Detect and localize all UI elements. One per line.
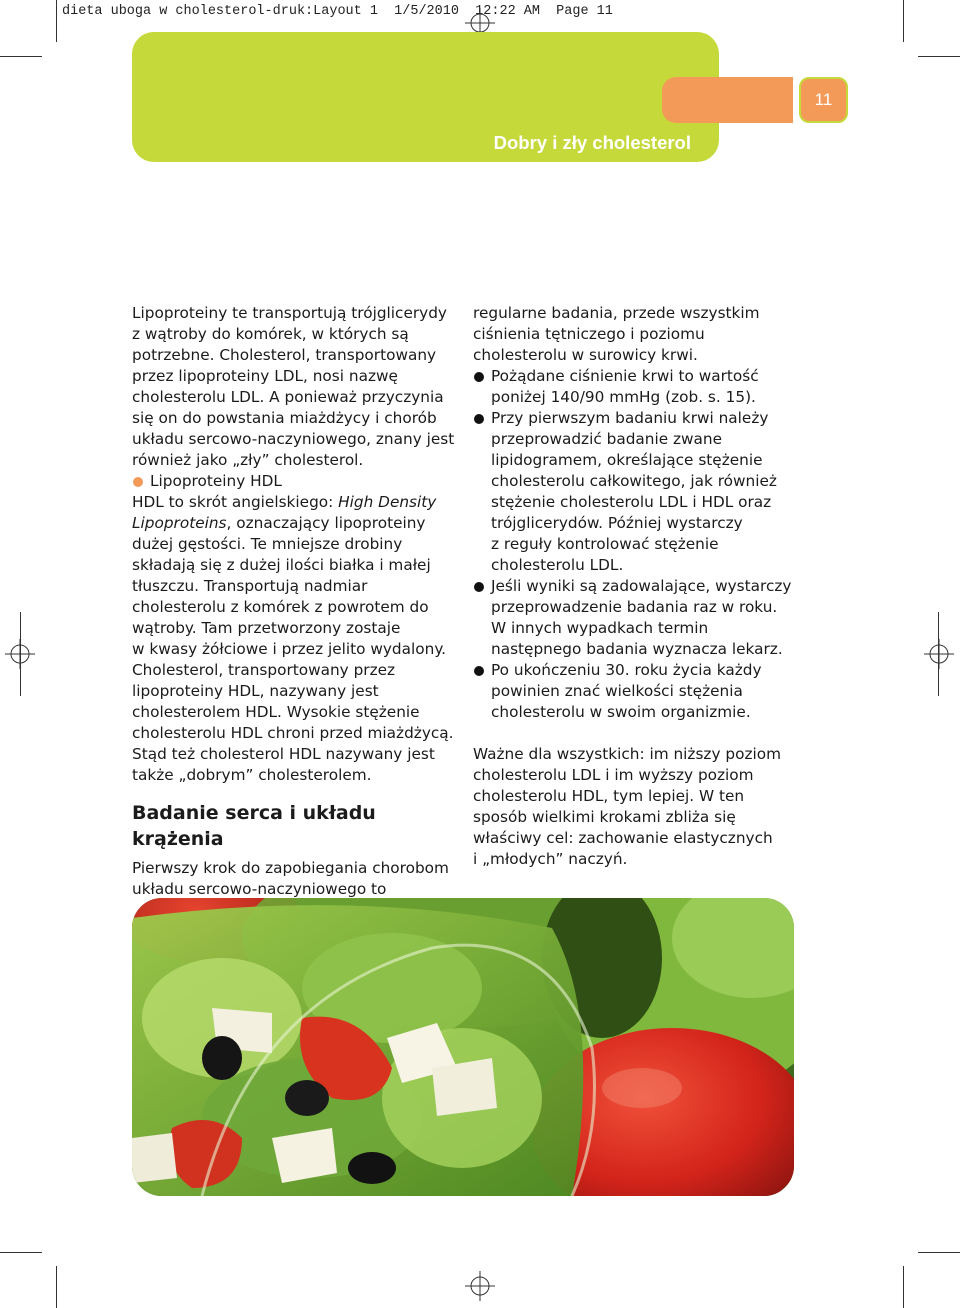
list-item-text: Pożądane ciśnienie krwi to wartość (491, 367, 759, 385)
intro-line: się on do powstania miażdżycy i chorób (132, 409, 437, 427)
bullet-dot-icon (474, 372, 484, 382)
hdl-bullet-label: Lipoproteiny HDL (150, 472, 282, 490)
list-item-cont: stężenie cholesterolu LDL i HDL oraz (491, 493, 772, 511)
salad-photo-illustration (132, 898, 794, 1196)
list-item-cont: lipidogramem, określające stężenie (491, 451, 763, 469)
intro-line: również jako „zły” cholesterol. (132, 451, 364, 469)
hdl-definition (132, 492, 462, 513)
section-line: układu sercowo-naczyniowego to (132, 880, 387, 898)
right-column (473, 303, 803, 870)
crop-mark (903, 0, 904, 42)
intro-line: potrzebne. Cholesterol, transportowany (132, 346, 437, 364)
continuation-line: ciśnienia tętniczego i poziomu (473, 325, 705, 343)
crop-mark (56, 1266, 57, 1308)
closing-line: Ważne dla wszystkich: im niższy poziom (473, 745, 781, 763)
bullet-dot-icon (474, 666, 484, 676)
list-item-cont: przeprowadzenie badania raz w roku. (491, 598, 778, 616)
list-item-cont: cholesterolu LDL. (491, 556, 624, 574)
crop-mark (918, 1252, 960, 1253)
hdl-bullet (132, 471, 462, 492)
hdl-def-term: Lipoproteins (132, 514, 227, 532)
hdl-line: cholesterolu HDL chroni przed miażdżycą. (132, 724, 454, 742)
hdl-def-suffix: , oznaczający lipoproteiny (226, 514, 426, 532)
crop-mark (56, 0, 57, 42)
hdl-line: w kwasy żółciowe i przez jelito wydalony. (132, 640, 447, 658)
hdl-def-term: High Density (338, 493, 437, 511)
continuation-line: regularne badania, przede wszystkim (473, 304, 760, 322)
closing-line: cholesterolu HDL, tym lepiej. W ten (473, 787, 745, 805)
list-item-cont: trójglicerydów. Później wystarczy (491, 514, 743, 532)
registration-mark-icon (924, 639, 954, 669)
list-item-cont: z reguły kontrolować stężenie (491, 535, 719, 553)
hdl-line: tłuszczu. Transportują nadmiar (132, 577, 368, 595)
spacer (473, 723, 803, 744)
section-heading: Badanie serca i układu krążenia (132, 802, 376, 850)
hdl-line: Cholesterol, transportowany przez (132, 661, 396, 679)
intro-line: przez lipoproteiny LDL, nosi nazwę (132, 367, 398, 385)
list-item (473, 366, 803, 387)
intro-line: układu sercowo-naczyniowego, znany jest (132, 430, 455, 448)
hdl-line: cholesterolu z komórek z powrotem do (132, 598, 429, 616)
intro-line: z wątroby do komórek, w których są (132, 325, 409, 343)
bullet-dot-icon (474, 414, 484, 424)
crop-mark (918, 56, 960, 57)
list-item-text: Jeśli wyniki są zadowalające, wystarczy (491, 577, 792, 595)
hdl-def-prefix: HDL to skrót angielskiego: (132, 493, 339, 511)
page-tab (662, 77, 793, 123)
registration-mark-icon (465, 1271, 495, 1301)
hdl-line: dużej gęstości. Te mniejsze drobiny (132, 535, 403, 553)
hdl-line: Stąd też cholesterol HDL nazywany jest (132, 745, 435, 763)
crop-mark (903, 1266, 904, 1308)
hdl-line: cholesterolem HDL. Wysokie stężenie (132, 703, 420, 721)
hdl-line: lipoproteiny HDL, nazywany jest (132, 682, 379, 700)
intro-line: cholesterolu LDL. A ponieważ przyczynia (132, 388, 444, 406)
closing-line: i „młodych” naczyń. (473, 850, 628, 868)
print-slug: dieta uboga w cholesterol-druk:Layout 1 1/5/2010 12:22 AM Page 11 (62, 4, 613, 19)
list-item-cont: cholesterolu w swoim organizmie. (491, 703, 751, 721)
bullet-dot-icon (474, 582, 484, 592)
hdl-line: wątroby. Tam przetworzony zostaje (132, 619, 401, 637)
chapter-banner (132, 32, 719, 162)
crop-mark (0, 56, 42, 57)
hdl-definition-cont (132, 513, 462, 534)
list-item-cont: W innych wypadkach termin (491, 619, 709, 637)
salad-photo (132, 898, 794, 1196)
closing-line: sposób wielkimi krokami zbliża się (473, 808, 736, 826)
crop-mark (0, 1252, 42, 1253)
crop-mark (938, 612, 939, 696)
crop-mark (20, 612, 21, 696)
list-item (473, 576, 803, 597)
list-item-text: Przy pierwszym badaniu krwi należy (491, 409, 769, 427)
list-item (473, 408, 803, 429)
hdl-line: składają się z dużej ilości białka i małej (132, 556, 431, 574)
list-item (473, 660, 803, 681)
left-column (132, 303, 462, 900)
list-item-cont: poniżej 140/90 mmHg (zob. s. 15). (491, 388, 756, 406)
list-item-cont: następnego badania wyznacza lekarz. (491, 640, 783, 658)
list-item-cont: cholesterolu całkowitego, jak również (491, 472, 777, 490)
list-item-cont: przeprowadzić badanie zwane (491, 430, 723, 448)
hdl-line: także „dobrym” cholesterolem. (132, 766, 372, 784)
intro-line: Lipoproteiny te transportują trójglicerydy (132, 304, 447, 322)
closing-line: cholesterolu LDL i im wyższy poziom (473, 766, 754, 784)
list-item-text: Po ukończeniu 30. roku życia każdy (491, 661, 762, 679)
closing-line: właściwy cel: zachowanie elastycznych (473, 829, 773, 847)
section-line: Pierwszy krok do zapobiegania chorobom (132, 859, 449, 877)
continuation-line: cholesterolu w surowicy krwi. (473, 346, 698, 364)
list-item-cont: powinien znać wielkości stężenia (491, 682, 743, 700)
chapter-title: Dobry i zły cholesterol (493, 132, 691, 153)
bullet-dot-icon (133, 477, 143, 487)
page-number: 11 (799, 77, 848, 123)
